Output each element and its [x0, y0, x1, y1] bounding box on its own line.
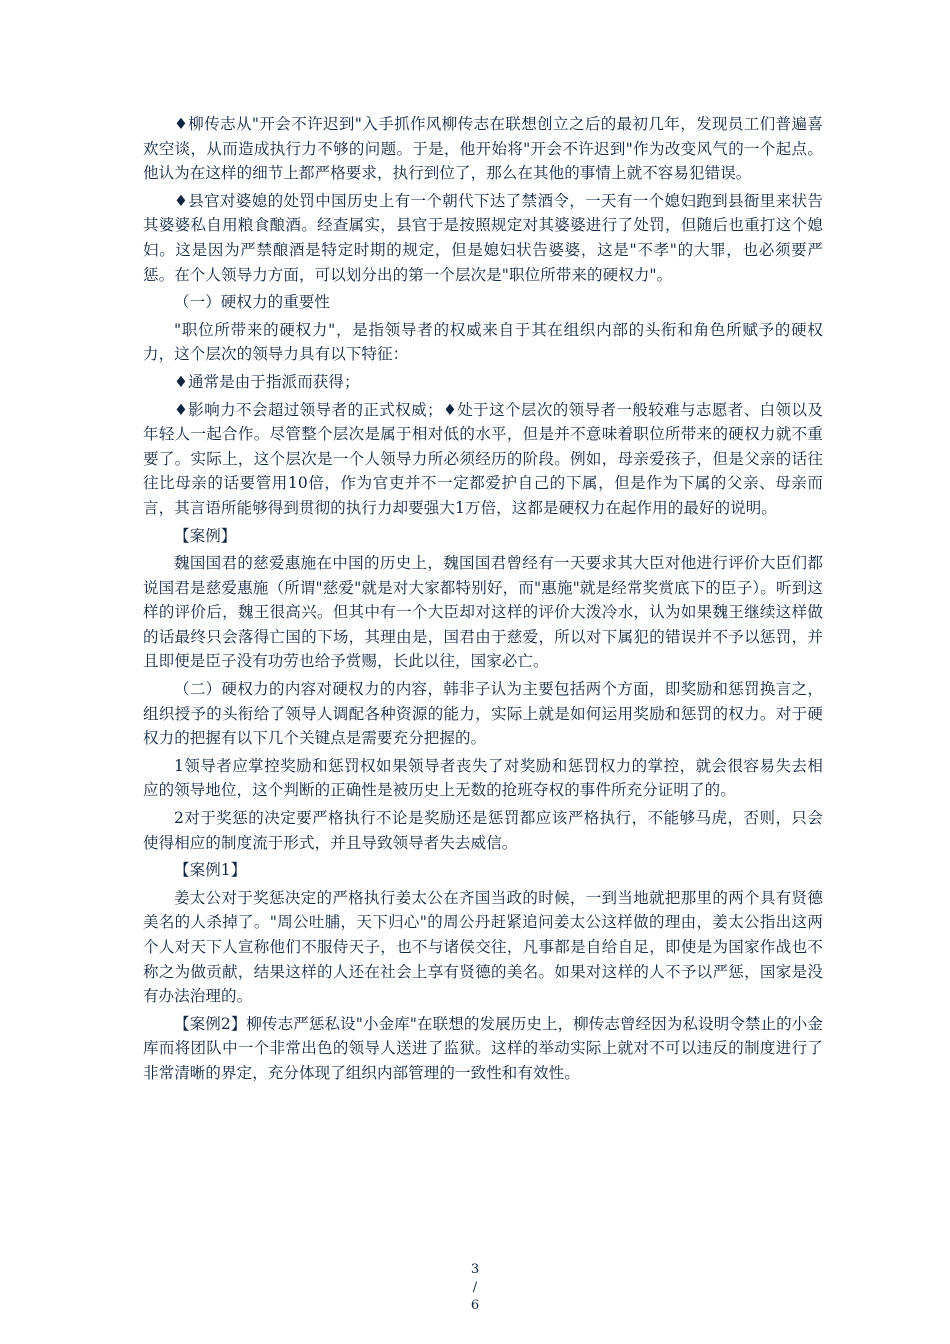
paragraph-county-official: ♦县官对婆媳的处罚中国历史上有一个朝代下达了禁酒令，一天有一个媳妇跑到县衙里来状告其婆婆私自用粮食酿酒。经查属实，县官于是按照规定对其婆婆进行了处罚，但随后也重打这个媳妇。这是因为严禁酿酒是特定时期的规定，但是媳妇状告婆婆，这是"不孝"的大罪，也必须要严惩。在个人领导力方面，可以划分出的第一个层次是"职位所带来的硬权力"。	[143, 191, 823, 284]
paragraph-point-1: 1领导者应掌控奖励和惩罚权如果领导者丧失了对奖励和惩罚权力的掌控，就会很容易失去相应的领导地位，这个判断的正确性是被历史上无数的抢班夺权的事件所充分证明了的。	[143, 756, 823, 800]
paragraph-jiang-taigong: 姜太公对于奖惩决定的严格执行姜太公在齐国当政的时候，一到当地就把那里的两个具有贤德美名的人杀掉了。"周公吐脯，天下归心"的周公丹赶紧追问姜太公这样做的理由，姜太公指出这两个人对天下人宣称他们不服侍天子，也不与诸侯交往，凡事都是自给自足，即使是为国家作战也不称之为做贡献，结果这样的人还在社会上享有贤德的美名。如果对这样的人不予以严惩，国家是没有办法治理的。	[143, 888, 823, 1006]
case-1-heading: 【案例1】	[174, 861, 247, 880]
paragraph-case-2-liu: 【案例2】柳传志严惩私设"小金库"在联想的发展历史上，柳传志曾经因为私设明令禁止的小金库而将团队中一个非常出色的领导人送进了监狱。这样的举动实际上就对不可以违反的制度进行了非常清晰的界定，充分体现了组织内部管理的一致性和有效性。	[143, 1014, 823, 1082]
paragraph-wei-king: 魏国国君的慈爱惠施在中国的历史上，魏国国君曾经有一天要求其大臣对他进行评价大臣们都说国君是慈爱惠施（所谓"慈爱"就是对大家都特别好，而"惠施"就是经常奖赏底下的臣子）。听到这样的评价后，魏王很高兴。但其中有一个大臣却对这样的评价大泼冷水，认为如果魏王继续这样做的话最终只会落得亡国的下场，其理由是，国君由于慈爱，所以对下属犯的错误并不予以惩罚，并且即便是臣子没有功劳也给予赏赐，长此以往，国家必亡。	[143, 554, 823, 671]
paragraph-appointment: ♦通常是由于指派而获得；	[174, 372, 360, 391]
page-number-separator: /	[472, 1280, 478, 1295]
page-number-total: 6	[470, 1298, 480, 1313]
page-number-current: 3	[470, 1262, 480, 1277]
document-body	[143, 112, 823, 1089]
paragraph-influence-limits: ♦影响力不会超过领导者的正式权威；♦处于这个层次的领导者一般较难与志愿者、白领以及年轻人一起合作。尽管整个层次是属于相对低的水平，但是并不意味着职位所带来的硬权力就不重要了。实际上，这个层次是一个人领导力所必须经历的阶段。例如，母亲爱孩子，但是父亲的话往往比母亲的话要管用10倍，作为官吏并不一定都爱护自己的下属，但是作为下属的父亲、母亲而言，其言语所能够得到贯彻的执行力却要强大1万倍，这都是硬权力在起作用的最好的说明。	[143, 400, 823, 517]
page-number	[462, 1261, 488, 1315]
paragraph-hard-power-content: （二）硬权力的内容对硬权力的内容，韩非子认为主要包括两个方面，即奖励和惩罚换言之，组织授予的头衔给了领导人调配各种资源的能力，实际上就是如何运用奖励和惩罚的权力。对于硬权力的把握有以下几个关键点是需要充分把握的。	[143, 680, 823, 748]
paragraph-hard-power-definition: "职位所带来的硬权力"，是指领导者的权威来自于其在组织内部的头衔和角色所赋予的硬权力，这个层次的领导力具有以下特征：	[143, 320, 823, 364]
case-heading: 【案例】	[174, 526, 237, 545]
section-heading-hard-power-importance: （一）硬权力的重要性	[174, 293, 331, 312]
paragraph-liu-meeting: ♦柳传志从"开会不许迟到"入手抓作风柳传志在联想创立之后的最初几年，发现员工们普遍喜欢空谈，从而造成执行力不够的问题。于是，他开始将"开会不许迟到"作为改变风气的一个起点。他认为在这样的细节上都严格要求，执行到位了，那么在其他的事情上就不容易犯错误。	[143, 115, 823, 183]
paragraph-point-2: 2对于奖惩的决定要严格执行不论是奖励还是惩罚都应该严格执行，不能够马虎，否则，只会使得相应的制度流于形式，并且导致领导者失去威信。	[143, 809, 823, 852]
